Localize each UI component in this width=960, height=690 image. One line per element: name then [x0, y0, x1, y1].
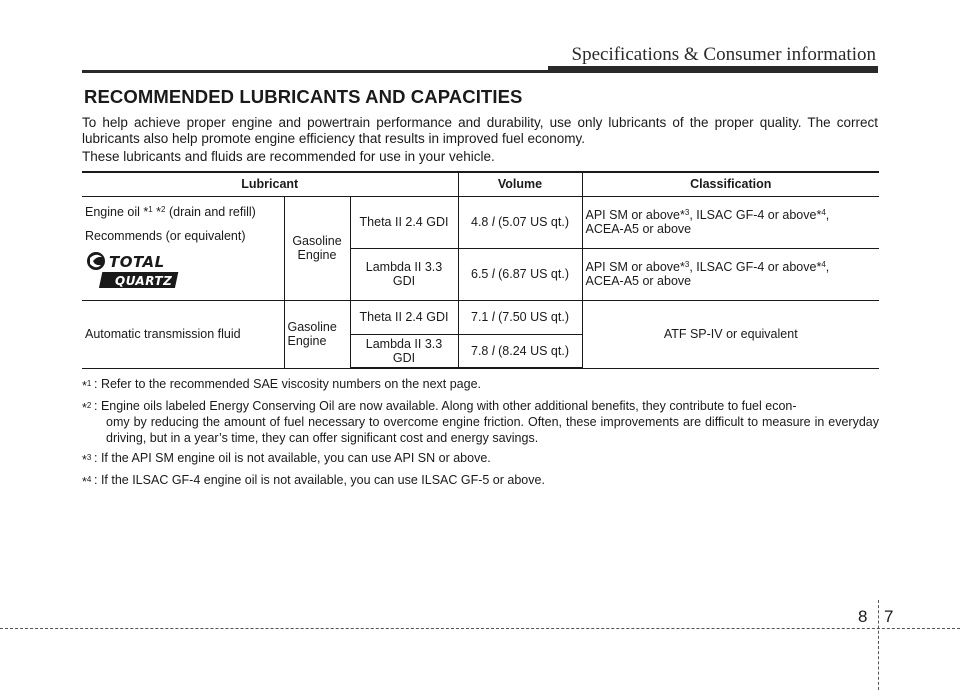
svg-text:TOTAL: TOTAL: [109, 252, 165, 271]
lubricants-table: [82, 171, 879, 369]
table-row: [82, 300, 879, 334]
footnote-2: *$^2$ : Engine oils labeled Energy Conserving Oil are now available. Along with other additional benefits, they contribute to fuel econ- omy by reducing the amount of fuel necessary to overcome engine friction. Often, these improvements are difficult to measure in everyday driving, but in a year’s time, they can offer significant cost and energy savings.: [82, 399, 879, 445]
engine-oil-volume: 4.8 l (5.07 US qt.): [458, 196, 582, 248]
svg-text:QUARTZ: QUARTZ: [115, 273, 173, 288]
running-header-title: Specifications & Consumer information: [571, 44, 876, 65]
engine-oil-engine: Lambda II 3.3 GDI: [350, 248, 458, 300]
atf-engine: Lambda II 3.3 GDI: [350, 334, 458, 368]
header-lubricant: Lubricant: [82, 172, 458, 196]
intro-paragraph: To help achieve proper engine and powertrain performance and durability, use only lubricants of the proper quality. The correct lubricants also help promote engine efficiency that results in improved fuel economy.: [82, 115, 878, 146]
footnote-1: *$^1$ : Refer to the recommended SAE viscosity numbers on the next page.: [82, 377, 482, 393]
engine-oil-engine-type: Gasoline Engine: [284, 196, 350, 300]
engine-oil-cell: [82, 196, 284, 300]
total-quartz-logo: [85, 250, 281, 290]
footnotes: [82, 376, 879, 494]
engine-oil-classification: API SM or above*$^3$, ILSAC GF-4 or above*$^4$, ACEA-A5 or above: [582, 248, 879, 300]
atf-volume: 7.8 l (8.24 US qt.): [458, 334, 582, 368]
atf-label: Automatic transmission fluid: [82, 300, 284, 368]
footnote-3: *$^3$ : If the API SM engine oil is not available, you can use API SN or above.: [82, 451, 491, 467]
header-rule: [82, 70, 878, 73]
footer-divider: [0, 628, 960, 629]
engine-oil-classification: API SM or above*$^3$, ILSAC GF-4 or above*$^4$, ACEA-A5 or above: [582, 196, 879, 248]
chapter-number: 8: [858, 607, 868, 626]
engine-oil-engine: Theta II 2.4 GDI: [350, 196, 458, 248]
engine-oil-label: Engine oil *$^1$ *$^2$ (drain and refill): [85, 204, 256, 219]
atf-engine-type: Gasoline Engine: [284, 300, 350, 368]
table-header-row: [82, 172, 879, 196]
table-row: [82, 196, 879, 248]
footnote-4: *$^4$ : If the ILSAC GF-4 engine oil is not available, you can use ILSAC GF-5 or above.: [82, 473, 545, 489]
section-title: RECOMMENDED LUBRICANTS AND CAPACITIES: [84, 86, 523, 107]
intro-paragraph-2: These lubricants and fluids are recommended for use in your vehicle.: [82, 149, 495, 164]
atf-classification: ATF SP-IV or equivalent: [582, 300, 879, 368]
header-volume: Volume: [458, 172, 582, 196]
footer-vertical-divider: [878, 600, 879, 690]
atf-volume: 7.1 l (7.50 US qt.): [458, 300, 582, 334]
total-quartz-logo-icon: [85, 250, 187, 290]
header-classification: Classification: [582, 172, 879, 196]
page-number: 7: [884, 607, 894, 626]
atf-engine: Theta II 2.4 GDI: [350, 300, 458, 334]
engine-oil-volume: 6.5 l (6.87 US qt.): [458, 248, 582, 300]
recommends-label: Recommends (or equivalent): [85, 228, 246, 243]
